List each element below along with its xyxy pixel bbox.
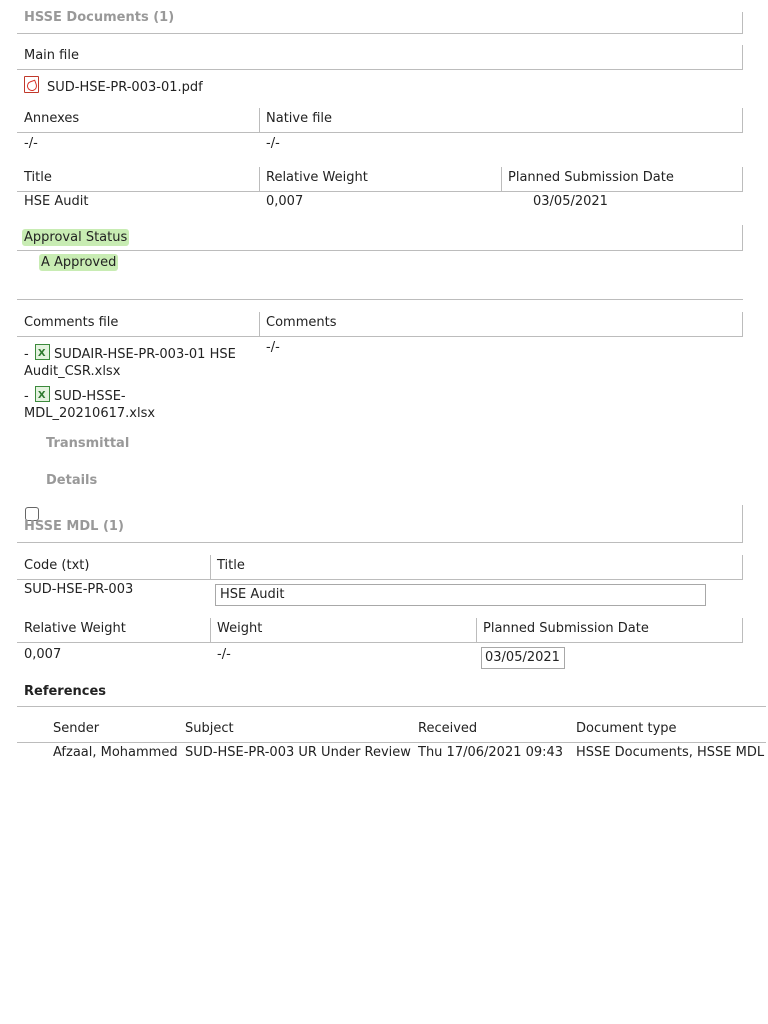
code-label: Code (txt) — [24, 558, 90, 573]
comments-value: -/- — [266, 340, 280, 355]
weight-value: -/- — [217, 647, 231, 662]
divider — [17, 33, 743, 34]
divider — [501, 167, 502, 192]
row-subject[interactable]: SUD-HSE-PR-003 UR Under Review — [185, 745, 411, 760]
mdl-relative-weight-label: Relative Weight — [24, 621, 126, 636]
comments-file-label: Comments file — [24, 315, 119, 330]
approval-status-badge: A Approved — [41, 255, 117, 270]
mdl-planned-submission-label: Planned Submission Date — [483, 621, 649, 636]
title-value: HSE Audit — [24, 194, 89, 209]
annexes-label: Annexes — [24, 111, 80, 126]
divider — [17, 542, 743, 543]
planned-submission-date-field[interactable]: 03/05/2021 — [481, 647, 565, 669]
divider — [17, 642, 743, 643]
divider — [742, 312, 743, 337]
mdl-relative-weight-value: 0,007 — [24, 647, 62, 662]
comment-file-item[interactable] — [24, 344, 236, 380]
divider — [742, 167, 743, 192]
row-document-type[interactable]: HSSE Documents, HSSE MDL — [576, 745, 765, 760]
xlsx-icon — [35, 386, 50, 402]
divider — [742, 45, 743, 70]
planned-submission-label: Planned Submission Date — [508, 170, 674, 185]
approval-status-label: Approval Status — [24, 230, 128, 245]
column-header-subject[interactable]: Subject — [185, 721, 234, 736]
column-header-document-type[interactable]: Document type — [576, 721, 677, 736]
code-value: SUD-HSE-PR-003 — [24, 582, 134, 597]
xlsx-icon — [35, 344, 50, 360]
divider — [17, 191, 743, 192]
comment-file-prefix: - — [24, 347, 33, 362]
native-file-value: -/- — [266, 136, 280, 151]
transmittal-toggle[interactable]: Transmittal — [46, 436, 130, 451]
divider — [17, 132, 743, 133]
divider — [742, 505, 743, 543]
column-header-received[interactable]: Received — [418, 721, 478, 736]
references-title: References — [24, 684, 107, 699]
mdl-title-field[interactable]: HSE Audit — [215, 584, 706, 606]
comment-file-name-line2[interactable]: Audit_CSR.xlsx — [24, 364, 121, 379]
relative-weight-label: Relative Weight — [266, 170, 368, 185]
details-toggle[interactable]: Details — [46, 473, 98, 488]
relative-weight-value: 0,007 — [266, 194, 304, 209]
divider — [259, 167, 260, 192]
divider — [742, 12, 743, 34]
divider — [259, 312, 260, 337]
section-header-hsse-documents[interactable]: HSSE Documents (1) — [24, 10, 175, 25]
main-file-label: Main file — [24, 48, 79, 63]
main-file-link[interactable]: SUD-HSE-PR-003-01.pdf — [47, 80, 203, 95]
divider — [210, 618, 211, 643]
divider — [17, 706, 766, 707]
annexes-value: -/- — [24, 136, 38, 151]
divider — [742, 225, 743, 251]
comment-file-name-line1[interactable]: SUDAIR-HSE-PR-003-01 HSE — [53, 347, 236, 362]
comment-file-name-line2[interactable]: MDL_20210617.xlsx — [24, 406, 156, 421]
planned-submission-value: 03/05/2021 — [533, 194, 608, 209]
divider — [259, 108, 260, 133]
comment-file-item[interactable] — [24, 386, 155, 422]
divider — [742, 618, 743, 643]
mdl-title-label: Title — [217, 558, 245, 573]
divider — [210, 555, 211, 580]
divider — [17, 579, 743, 580]
row-received[interactable]: Thu 17/06/2021 09:43 — [418, 745, 564, 760]
weight-label: Weight — [217, 621, 263, 636]
divider — [17, 336, 743, 337]
comment-file-name-line1[interactable]: SUD-HSSE- — [53, 389, 126, 404]
divider — [476, 618, 477, 643]
pdf-icon — [24, 76, 39, 93]
divider — [742, 108, 743, 133]
section-header-hsse-mdl[interactable]: HSSE MDL (1) — [24, 519, 124, 534]
divider — [17, 299, 743, 300]
divider — [17, 69, 743, 70]
column-header-sender[interactable]: Sender — [53, 721, 100, 736]
comment-file-prefix: - — [24, 389, 33, 404]
native-file-label: Native file — [266, 111, 333, 126]
title-label: Title — [24, 170, 52, 185]
divider — [742, 555, 743, 580]
divider — [17, 250, 743, 251]
comments-label: Comments — [266, 315, 337, 330]
row-sender[interactable]: Afzaal, Mohammed — [53, 745, 178, 760]
divider — [17, 742, 766, 743]
